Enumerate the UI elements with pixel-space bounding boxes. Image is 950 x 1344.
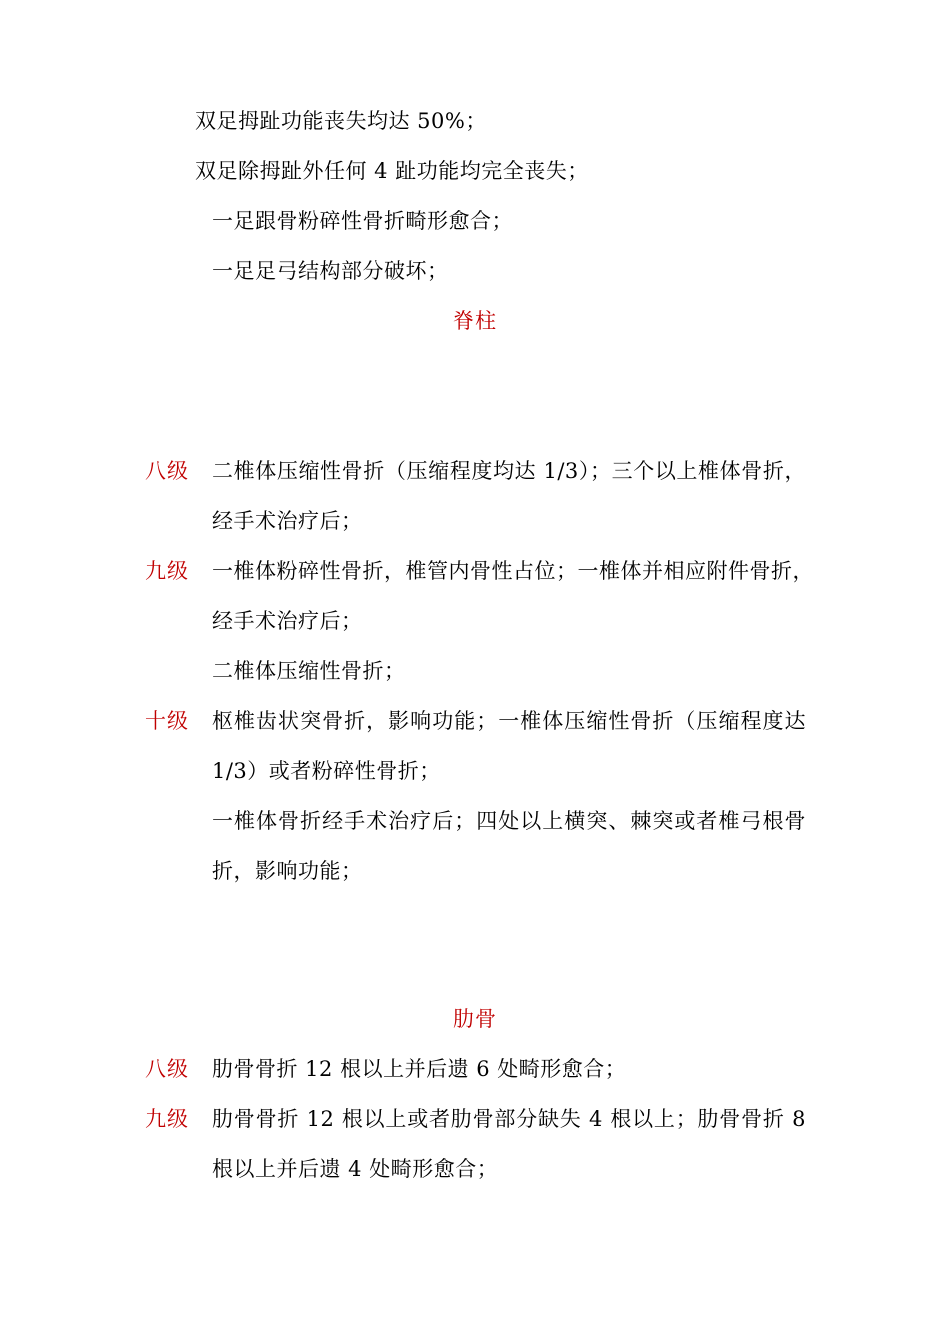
spine-grade9-label: 九级 bbox=[145, 559, 189, 583]
spine-grade9-line-1: 一椎体粉碎性骨折，椎管内骨性占位；一椎体并相应附件骨折， bbox=[212, 559, 814, 583]
rib-heading: 肋骨 bbox=[453, 1007, 497, 1031]
spine-grade8-label: 八级 bbox=[145, 459, 189, 483]
spine-heading: 脊柱 bbox=[453, 309, 497, 333]
rib-grade8-label: 八级 bbox=[145, 1057, 189, 1081]
rib-grade9-line-1: 肋骨骨折 12 根以上或者肋骨部分缺失 4 根以上；肋骨骨折 8 bbox=[212, 1107, 806, 1131]
spine-grade9-line-2: 经手术治疗后； bbox=[212, 609, 363, 633]
rib-grade8-line-1: 肋骨骨折 12 根以上并后遗 6 处畸形愈合； bbox=[212, 1057, 627, 1081]
spine-grade10-line-1: 枢椎齿状突骨折，影响功能；一椎体压缩性骨折（压缩程度达 bbox=[212, 709, 806, 733]
foot-line-1: 双足拇趾功能丧失均达 50%； bbox=[195, 109, 487, 133]
foot-line-3: 一足跟骨粉碎性骨折畸形愈合； bbox=[212, 209, 513, 233]
foot-line-4: 一足足弓结构部分破坏； bbox=[212, 259, 449, 283]
rib-grade9-label: 九级 bbox=[145, 1107, 189, 1131]
spine-grade10-line-2: 1/3）或者粉碎性骨折； bbox=[212, 759, 441, 783]
spine-grade8-line-2: 经手术治疗后； bbox=[212, 509, 363, 533]
spine-grade10-line-4: 折，影响功能； bbox=[212, 859, 363, 883]
spine-grade10-label: 十级 bbox=[145, 709, 189, 733]
foot-line-2: 双足除拇趾外任何 4 趾功能均完全丧失； bbox=[195, 159, 589, 183]
rib-grade9-line-2: 根以上并后遗 4 处畸形愈合； bbox=[212, 1157, 499, 1181]
spine-grade9-line-3: 二椎体压缩性骨折； bbox=[212, 659, 406, 683]
spine-grade10-line-3: 一椎体骨折经手术治疗后；四处以上横突、棘突或者椎弓根骨 bbox=[212, 809, 806, 833]
spine-grade8-line-1: 二椎体压缩性骨折（压缩程度均达 1/3）；三个以上椎体骨折， bbox=[212, 459, 806, 483]
